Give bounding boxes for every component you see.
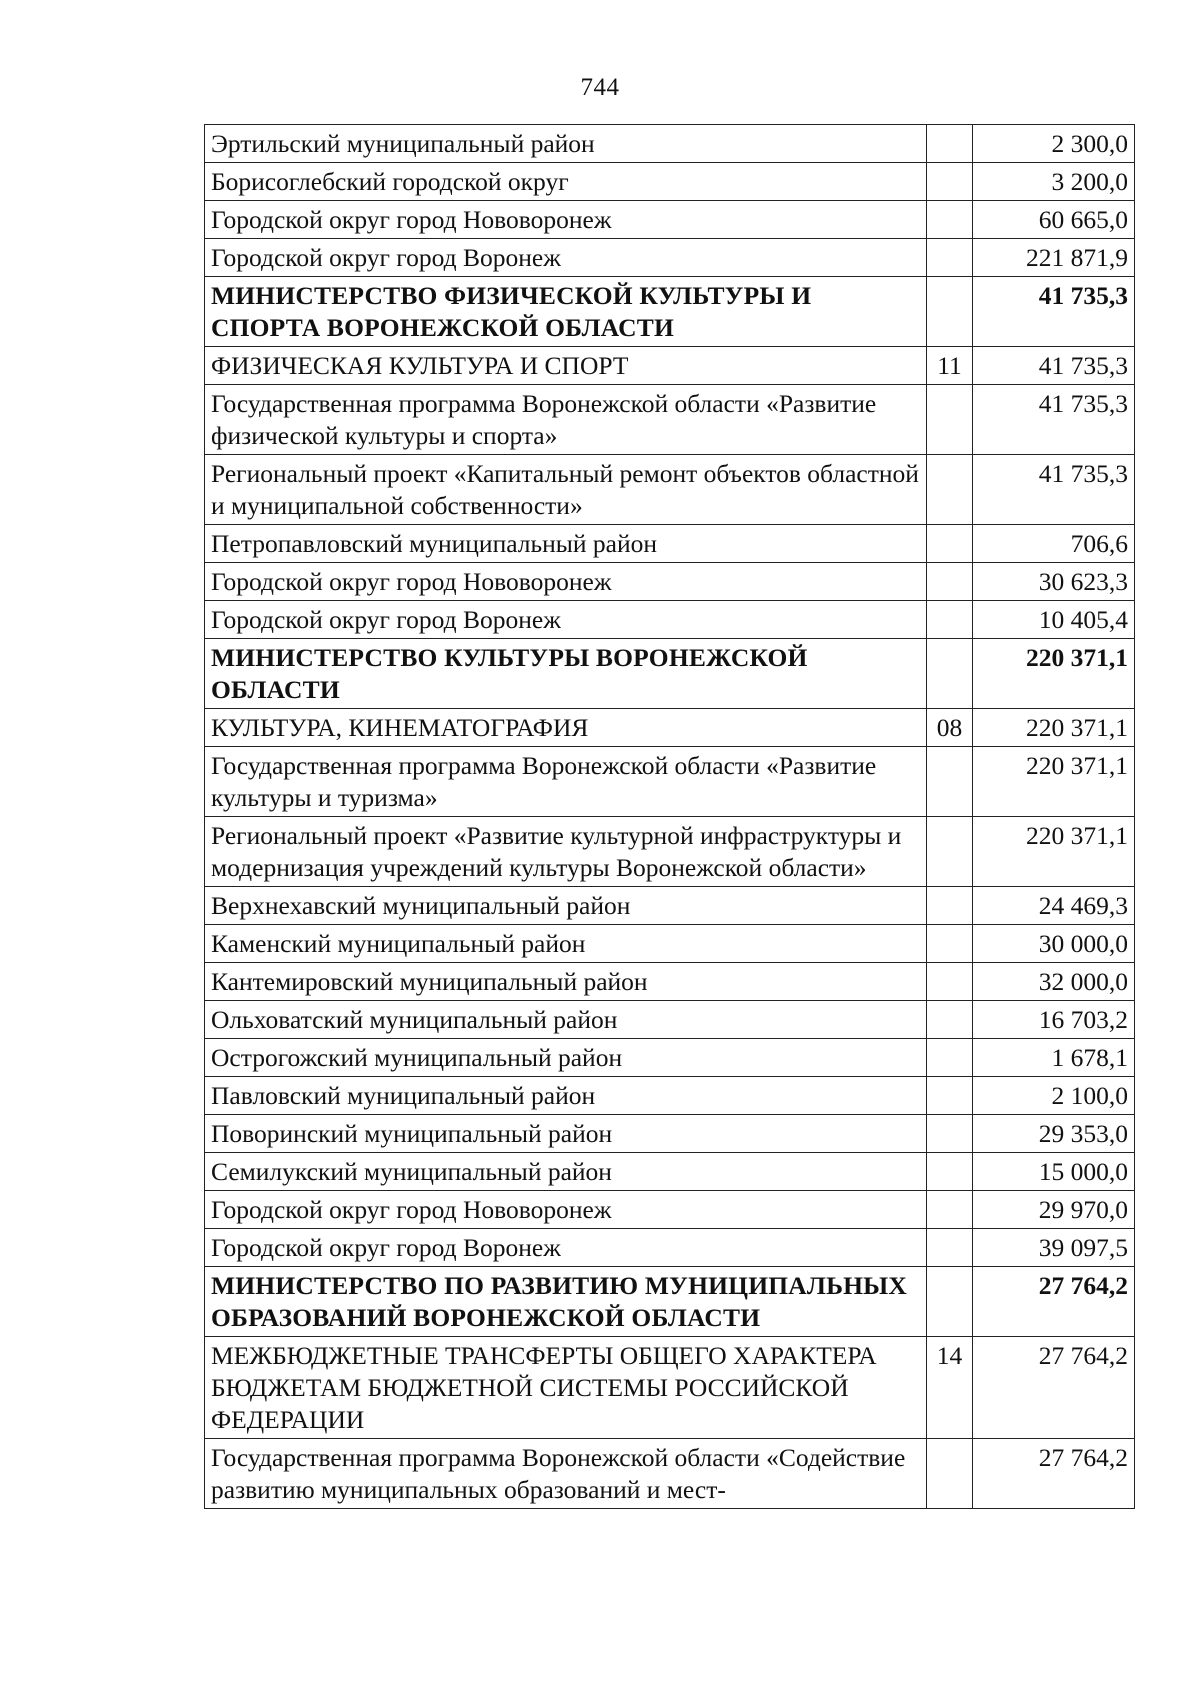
row-amount-cell: 41 735,3 (973, 347, 1135, 385)
row-name-cell: МИНИСТЕРСТВО ФИЗИЧЕСКОЙ КУЛЬТУРЫ И СПОРТА ВОРОНЕЖСКОЙ ОБЛАСТИ (205, 277, 927, 347)
row-code-cell (927, 525, 973, 563)
table-row (205, 1153, 1135, 1191)
row-code-cell (927, 963, 973, 1001)
row-amount-cell: 41 735,3 (973, 277, 1135, 347)
budget-table (204, 124, 1135, 1509)
table-row (205, 1039, 1135, 1077)
row-code-cell (927, 385, 973, 455)
row-amount-cell: 39 097,5 (973, 1229, 1135, 1267)
row-name-cell: Городской округ город Воронеж (205, 601, 927, 639)
row-name-cell: Семилукский муниципальный район (205, 1153, 927, 1191)
row-amount-cell: 60 665,0 (973, 201, 1135, 239)
row-code-cell (927, 747, 973, 817)
row-amount-cell: 706,6 (973, 525, 1135, 563)
row-name-cell: МИНИСТЕРСТВО ПО РАЗВИТИЮ МУНИЦИПАЛЬНЫХ ОБРАЗОВАНИЙ ВОРОНЕЖСКОЙ ОБЛАСТИ (205, 1267, 927, 1337)
row-code-cell (927, 201, 973, 239)
row-amount-cell: 41 735,3 (973, 385, 1135, 455)
row-name-cell: МИНИСТЕРСТВО КУЛЬТУРЫ ВОРОНЕЖСКОЙ ОБЛАСТИ (205, 639, 927, 709)
row-amount-cell: 2 100,0 (973, 1077, 1135, 1115)
row-amount-cell: 27 764,2 (973, 1267, 1135, 1337)
row-name-cell: Верхнехавский муниципальный район (205, 887, 927, 925)
row-amount-cell: 29 353,0 (973, 1115, 1135, 1153)
table-row (205, 747, 1135, 817)
row-amount-cell: 27 764,2 (973, 1337, 1135, 1439)
row-name-cell: Городской округ город Нововоронеж (205, 563, 927, 601)
table-row (205, 1439, 1135, 1509)
row-name-cell: Региональный проект «Капитальный ремонт объектов областной и муниципальной собственности» (205, 455, 927, 525)
row-amount-cell: 27 764,2 (973, 1439, 1135, 1509)
row-name-cell: МЕЖБЮДЖЕТНЫЕ ТРАНСФЕРТЫ ОБЩЕГО ХАРАКТЕРА БЮДЖЕТАМ БЮДЖЕТНОЙ СИСТЕМЫ РОССИЙСКОЙ ФЕДЕРАЦИИ (205, 1337, 927, 1439)
table-row (205, 1337, 1135, 1439)
row-amount-cell: 24 469,3 (973, 887, 1135, 925)
table-row (205, 239, 1135, 277)
row-amount-cell: 10 405,4 (973, 601, 1135, 639)
ministry-row (205, 277, 1135, 347)
row-name-cell: Городской округ город Воронеж (205, 1229, 927, 1267)
row-amount-cell: 220 371,1 (973, 639, 1135, 709)
row-code-cell (927, 925, 973, 963)
row-amount-cell: 30 000,0 (973, 925, 1135, 963)
row-amount-cell: 30 623,3 (973, 563, 1135, 601)
row-amount-cell: 2 300,0 (973, 125, 1135, 163)
row-amount-cell: 220 371,1 (973, 817, 1135, 887)
row-code-cell (927, 1191, 973, 1229)
table-row (205, 1001, 1135, 1039)
row-code-cell: 14 (927, 1337, 973, 1439)
row-code-cell: 11 (927, 347, 973, 385)
row-code-cell (927, 455, 973, 525)
table-row (205, 1115, 1135, 1153)
row-amount-cell: 220 371,1 (973, 709, 1135, 747)
row-code-cell (927, 1115, 973, 1153)
row-code-cell (927, 277, 973, 347)
row-name-cell: Павловский муниципальный район (205, 1077, 927, 1115)
table-row (205, 709, 1135, 747)
table-row (205, 1229, 1135, 1267)
ministry-row (205, 639, 1135, 709)
table-row (205, 347, 1135, 385)
table-row (205, 1077, 1135, 1115)
table-row (205, 201, 1135, 239)
row-code-cell (927, 1153, 973, 1191)
row-code-cell (927, 239, 973, 277)
row-name-cell: Городской округ город Нововоронеж (205, 201, 927, 239)
row-code-cell (927, 1039, 973, 1077)
table-row (205, 455, 1135, 525)
row-name-cell: Государственная программа Воронежской области «Развитие физической культуры и спорта» (205, 385, 927, 455)
row-code-cell (927, 1439, 973, 1509)
table-row (205, 385, 1135, 455)
table-row (205, 817, 1135, 887)
row-amount-cell: 41 735,3 (973, 455, 1135, 525)
table-row (205, 963, 1135, 1001)
row-name-cell: Борисоглебский городской округ (205, 163, 927, 201)
row-name-cell: Государственная программа Воронежской области «Содействие развитию муниципальных образований и мест- (205, 1439, 927, 1509)
row-name-cell: Ольховатский муниципальный район (205, 1001, 927, 1039)
row-code-cell (927, 601, 973, 639)
row-name-cell: ФИЗИЧЕСКАЯ КУЛЬТУРА И СПОРТ (205, 347, 927, 385)
row-code-cell (927, 1229, 973, 1267)
table-row (205, 163, 1135, 201)
row-amount-cell: 29 970,0 (973, 1191, 1135, 1229)
row-name-cell: Эртильский муниципальный район (205, 125, 927, 163)
row-name-cell: Каменский муниципальный район (205, 925, 927, 963)
table-row (205, 925, 1135, 963)
table-row (205, 1191, 1135, 1229)
row-name-cell: Городской округ город Нововоронеж (205, 1191, 927, 1229)
row-code-cell: 08 (927, 709, 973, 747)
row-name-cell: КУЛЬТУРА, КИНЕМАТОГРАФИЯ (205, 709, 927, 747)
row-amount-cell: 221 871,9 (973, 239, 1135, 277)
page-number: 744 (580, 74, 620, 101)
row-code-cell (927, 817, 973, 887)
row-code-cell (927, 563, 973, 601)
row-code-cell (927, 1267, 973, 1337)
row-code-cell (927, 1077, 973, 1115)
table-row (205, 125, 1135, 163)
table-row (205, 563, 1135, 601)
row-name-cell: Петропавловский муниципальный район (205, 525, 927, 563)
row-amount-cell: 16 703,2 (973, 1001, 1135, 1039)
row-code-cell (927, 125, 973, 163)
row-code-cell (927, 163, 973, 201)
table-row (205, 601, 1135, 639)
row-name-cell: Поворинский муниципальный район (205, 1115, 927, 1153)
table-row (205, 887, 1135, 925)
row-amount-cell: 220 371,1 (973, 747, 1135, 817)
row-name-cell: Региональный проект «Развитие культурной инфраструктуры и модернизация учреждений культуры Воронежской области» (205, 817, 927, 887)
row-amount-cell: 15 000,0 (973, 1153, 1135, 1191)
row-code-cell (927, 887, 973, 925)
table-row (205, 525, 1135, 563)
ministry-row (205, 1267, 1135, 1337)
row-amount-cell: 3 200,0 (973, 163, 1135, 201)
row-amount-cell: 32 000,0 (973, 963, 1135, 1001)
row-name-cell: Городской округ город Воронеж (205, 239, 927, 277)
row-amount-cell: 1 678,1 (973, 1039, 1135, 1077)
row-name-cell: Острогожский муниципальный район (205, 1039, 927, 1077)
row-name-cell: Кантемировский муниципальный район (205, 963, 927, 1001)
row-name-cell: Государственная программа Воронежской области «Развитие культуры и туризма» (205, 747, 927, 817)
row-code-cell (927, 639, 973, 709)
row-code-cell (927, 1001, 973, 1039)
budget-table-body (205, 125, 1135, 1509)
